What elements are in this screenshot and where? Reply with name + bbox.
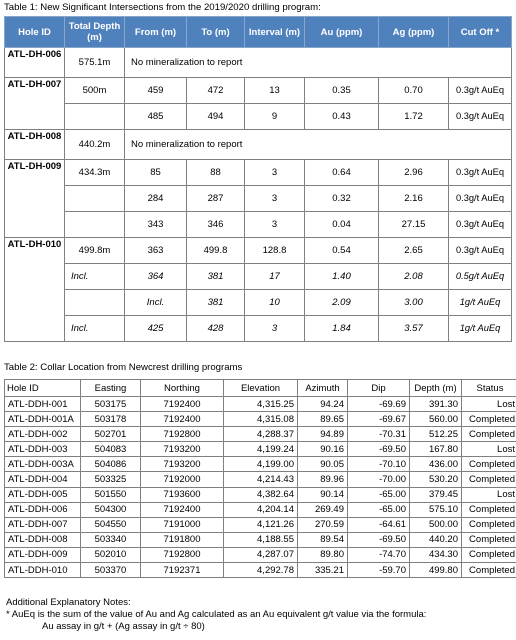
easting-cell: 504083 [81, 442, 141, 457]
azimuth-cell: 94.89 [298, 427, 348, 442]
elevation-cell: 4,288.37 [224, 427, 298, 442]
hole-id-cell: ATL-DDH-003 [5, 442, 81, 457]
cutoff-cell: 1g/t AuEq [449, 316, 512, 342]
table-row [5, 517, 516, 532]
easting-cell: 503325 [81, 472, 141, 487]
col-header-azimuth: Azimuth [298, 380, 348, 397]
col-header-depth: Depth (m) [410, 380, 462, 397]
easting-cell: 502701 [81, 427, 141, 442]
depth-cell: 440.20 [410, 532, 462, 547]
ag-cell: 3.00 [379, 290, 449, 316]
total-depth-cell: 499.8m [65, 238, 125, 264]
from-cell: 364 [125, 264, 187, 290]
elevation-cell: 4,315.08 [224, 412, 298, 427]
interval-cell: 3 [245, 212, 305, 238]
dip-cell: -69.50 [348, 442, 410, 457]
table-row [5, 186, 512, 212]
table-row [5, 547, 516, 562]
easting-cell: 503178 [81, 412, 141, 427]
col-header-au: Au (ppm) [305, 17, 379, 48]
col-header-cutoff: Cut Off * [449, 17, 512, 48]
to-cell: 381 [187, 290, 245, 316]
col-header-elevation: Elevation [224, 380, 298, 397]
elevation-cell: 4,204.14 [224, 502, 298, 517]
elevation-cell: 4,287.07 [224, 547, 298, 562]
northing-cell: 7191000 [141, 517, 224, 532]
cutoff-cell: 1g/t AuEq [449, 290, 512, 316]
depth-cell: 434.30 [410, 547, 462, 562]
dip-cell: -65.00 [348, 487, 410, 502]
depth-cell: 391.30 [410, 397, 462, 412]
table-row [5, 160, 512, 186]
hole-id-cell: ATL-DDH-003A [5, 457, 81, 472]
dip-cell: -70.00 [348, 472, 410, 487]
hole-id-cell: ATL-DH-007 [5, 78, 65, 130]
elevation-cell: 4,315.25 [224, 397, 298, 412]
dip-cell: -74.70 [348, 547, 410, 562]
table-row [5, 238, 512, 264]
azimuth-cell: 89.96 [298, 472, 348, 487]
explanatory-notes [6, 597, 426, 633]
ag-cell: 0.70 [379, 78, 449, 104]
hole-id-cell: ATL-DDH-007 [5, 517, 81, 532]
au-cell: 1.84 [305, 316, 379, 342]
status-cell: Completed [462, 563, 516, 578]
total-depth-cell: 440.2m [65, 130, 125, 160]
table-row [5, 290, 512, 316]
depth-cell: 167.80 [410, 442, 462, 457]
easting-cell: 504550 [81, 517, 141, 532]
table1-caption: Table 1: New Significant Intersections from the 2019/2020 drilling program: [4, 2, 321, 13]
dip-cell: -69.69 [348, 397, 410, 412]
northing-cell: 7192400 [141, 412, 224, 427]
azimuth-cell: 89.80 [298, 547, 348, 562]
to-cell: 381 [187, 264, 245, 290]
intersections-table [4, 16, 512, 342]
northing-cell: 7192400 [141, 397, 224, 412]
hole-id-cell: ATL-DDH-010 [5, 563, 81, 578]
au-cell: 0.43 [305, 104, 379, 130]
ag-cell: 3.57 [379, 316, 449, 342]
table-row [5, 472, 516, 487]
elevation-cell: 4,382.64 [224, 487, 298, 502]
from-cell: 485 [125, 104, 187, 130]
hole-id-cell: ATL-DDH-009 [5, 547, 81, 562]
depth-cell: 560.00 [410, 412, 462, 427]
dip-cell: -65.00 [348, 502, 410, 517]
dip-cell: -69.67 [348, 412, 410, 427]
incl-label: Incl. [65, 264, 125, 290]
azimuth-cell: 90.05 [298, 457, 348, 472]
cutoff-cell: 0.3g/t AuEq [449, 104, 512, 130]
no-mineralization-note: No mineralization to report [125, 48, 512, 78]
northing-cell: 7193200 [141, 457, 224, 472]
status-cell: Completed [462, 457, 516, 472]
azimuth-cell: 90.16 [298, 442, 348, 457]
au-cell: 0.64 [305, 160, 379, 186]
interval-cell: 3 [245, 186, 305, 212]
table-row [5, 397, 516, 412]
azimuth-cell: 269.49 [298, 502, 348, 517]
ag-cell: 2.65 [379, 238, 449, 264]
from-cell: 363 [125, 238, 187, 264]
depth-cell: 499.80 [410, 563, 462, 578]
table2-caption: Table 2: Collar Location from Newcrest drilling programs [4, 362, 243, 373]
northing-cell: 7191800 [141, 532, 224, 547]
total-depth-cell [65, 104, 125, 130]
col-header-ag: Ag (ppm) [379, 17, 449, 48]
hole-id-cell: ATL-DDH-002 [5, 427, 81, 442]
northing-cell: 7192800 [141, 427, 224, 442]
total-depth-cell: 500m [65, 78, 125, 104]
elevation-cell: 4,214.43 [224, 472, 298, 487]
table-row [5, 457, 516, 472]
incl-label: Incl. [125, 290, 187, 316]
incl-label: Incl. [65, 316, 125, 342]
northing-cell: 7193200 [141, 442, 224, 457]
to-cell: 499.8 [187, 238, 245, 264]
easting-cell: 502010 [81, 547, 141, 562]
au-cell: 2.09 [305, 290, 379, 316]
interval-cell: 3 [245, 160, 305, 186]
to-cell: 494 [187, 104, 245, 130]
from-cell: 425 [125, 316, 187, 342]
from-cell: 85 [125, 160, 187, 186]
table-row [5, 427, 516, 442]
total-depth-cell [65, 212, 125, 238]
total-depth-cell: 575.1m [65, 48, 125, 78]
hole-id-cell: ATL-DDH-008 [5, 532, 81, 547]
azimuth-cell: 270.59 [298, 517, 348, 532]
azimuth-cell: 89.65 [298, 412, 348, 427]
col-header-interval: Interval (m) [245, 17, 305, 48]
au-cell: 1.40 [305, 264, 379, 290]
total-depth-cell [65, 186, 125, 212]
status-cell: Completed [462, 547, 516, 562]
table-row [5, 212, 512, 238]
table-row [5, 487, 516, 502]
northing-cell: 7193600 [141, 487, 224, 502]
col-header-hole-id: Hole ID [5, 380, 81, 397]
from-cell: 459 [125, 78, 187, 104]
col-header-hole-id: Hole ID [5, 17, 65, 48]
from-cell: 284 [125, 186, 187, 212]
northing-cell: 7192400 [141, 502, 224, 517]
easting-cell: 503175 [81, 397, 141, 412]
to-cell: 428 [187, 316, 245, 342]
notes-heading: Additional Explanatory Notes: [6, 597, 131, 608]
au-cell: 0.54 [305, 238, 379, 264]
col-header-easting: Easting [81, 380, 141, 397]
cutoff-cell: 0.3g/t AuEq [449, 212, 512, 238]
status-cell: Completed [462, 472, 516, 487]
easting-cell: 501550 [81, 487, 141, 502]
hole-id-cell: ATL-DH-010 [5, 238, 65, 342]
hole-id-cell: ATL-DDH-006 [5, 502, 81, 517]
status-cell: Lost [462, 487, 516, 502]
to-cell: 88 [187, 160, 245, 186]
elevation-cell: 4,121.26 [224, 517, 298, 532]
easting-cell: 504086 [81, 457, 141, 472]
table-row [5, 412, 516, 427]
col-header-from: From (m) [125, 17, 187, 48]
northing-cell: 7192800 [141, 547, 224, 562]
status-cell: Completed [462, 532, 516, 547]
table-row [5, 78, 512, 104]
table-row [5, 104, 512, 130]
interval-cell: 10 [245, 290, 305, 316]
notes-line-1: * AuEq is the sum of the value of Au and Ag calculated as an Au equivalent g/t value via the formula: [6, 609, 427, 620]
elevation-cell: 4,199.00 [224, 457, 298, 472]
hole-id-cell: ATL-DH-009 [5, 160, 65, 238]
depth-cell: 379.45 [410, 487, 462, 502]
azimuth-cell: 90.14 [298, 487, 348, 502]
depth-cell: 500.00 [410, 517, 462, 532]
ag-cell: 2.96 [379, 160, 449, 186]
status-cell: Lost [462, 397, 516, 412]
easting-cell: 503340 [81, 532, 141, 547]
au-cell: 0.32 [305, 186, 379, 212]
table-row [5, 563, 516, 578]
easting-cell: 503370 [81, 563, 141, 578]
hole-id-cell: ATL-DH-008 [5, 130, 65, 160]
dip-cell: -64.61 [348, 517, 410, 532]
ag-cell: 2.16 [379, 186, 449, 212]
to-cell: 472 [187, 78, 245, 104]
hole-id-cell: ATL-DH-006 [5, 48, 65, 78]
table2-header-row [5, 380, 516, 397]
azimuth-cell: 89.54 [298, 532, 348, 547]
table-row [5, 48, 512, 78]
table-row [5, 532, 516, 547]
to-cell: 287 [187, 186, 245, 212]
from-cell: 343 [125, 212, 187, 238]
dip-cell: -70.10 [348, 457, 410, 472]
table1-header-row [5, 17, 512, 48]
col-header-dip: Dip [348, 380, 410, 397]
ag-cell: 2.08 [379, 264, 449, 290]
au-cell: 0.35 [305, 78, 379, 104]
cutoff-cell: 0.3g/t AuEq [449, 160, 512, 186]
depth-cell: 575.10 [410, 502, 462, 517]
elevation-cell: 4,199.24 [224, 442, 298, 457]
northing-cell: 7192371 [141, 563, 224, 578]
status-cell: Lost [462, 442, 516, 457]
hole-id-cell: ATL-DDH-005 [5, 487, 81, 502]
table-row [5, 264, 512, 290]
incl-spacer [65, 290, 125, 316]
col-header-to: To (m) [187, 17, 245, 48]
col-header-total-depth: Total Depth (m) [65, 17, 125, 48]
notes-formula: Au assay in g/t + (Ag assay in g/t ÷ 80) [42, 621, 205, 632]
interval-cell: 13 [245, 78, 305, 104]
depth-cell: 436.00 [410, 457, 462, 472]
dip-cell: -69.50 [348, 532, 410, 547]
cutoff-cell: 0.5g/t AuEq [449, 264, 512, 290]
cutoff-cell: 0.3g/t AuEq [449, 78, 512, 104]
ag-cell: 1.72 [379, 104, 449, 130]
status-cell: Completed [462, 427, 516, 442]
azimuth-cell: 94.24 [298, 397, 348, 412]
col-header-status: Status [462, 380, 516, 397]
northing-cell: 7192000 [141, 472, 224, 487]
depth-cell: 512.25 [410, 427, 462, 442]
hole-id-cell: ATL-DDH-001 [5, 397, 81, 412]
col-header-northing: Northing [141, 380, 224, 397]
cutoff-cell: 0.3g/t AuEq [449, 186, 512, 212]
collar-location-table [4, 379, 516, 578]
azimuth-cell: 335.21 [298, 563, 348, 578]
status-cell: Completed [462, 517, 516, 532]
interval-cell: 3 [245, 316, 305, 342]
interval-cell: 128.8 [245, 238, 305, 264]
hole-id-cell: ATL-DDH-001A [5, 412, 81, 427]
table-row [5, 316, 512, 342]
table-row [5, 502, 516, 517]
interval-cell: 9 [245, 104, 305, 130]
table-row [5, 442, 516, 457]
hole-id-cell: ATL-DDH-004 [5, 472, 81, 487]
cutoff-cell: 0.3g/t AuEq [449, 238, 512, 264]
interval-cell: 17 [245, 264, 305, 290]
easting-cell: 504300 [81, 502, 141, 517]
dip-cell: -70.31 [348, 427, 410, 442]
ag-cell: 27.15 [379, 212, 449, 238]
au-cell: 0.04 [305, 212, 379, 238]
status-cell: Completed [462, 412, 516, 427]
elevation-cell: 4,188.55 [224, 532, 298, 547]
depth-cell: 530.20 [410, 472, 462, 487]
elevation-cell: 4,292.78 [224, 563, 298, 578]
table-row [5, 130, 512, 160]
dip-cell: -59.70 [348, 563, 410, 578]
to-cell: 346 [187, 212, 245, 238]
no-mineralization-note: No mineralization to report [125, 130, 512, 160]
status-cell: Completed [462, 502, 516, 517]
total-depth-cell: 434.3m [65, 160, 125, 186]
